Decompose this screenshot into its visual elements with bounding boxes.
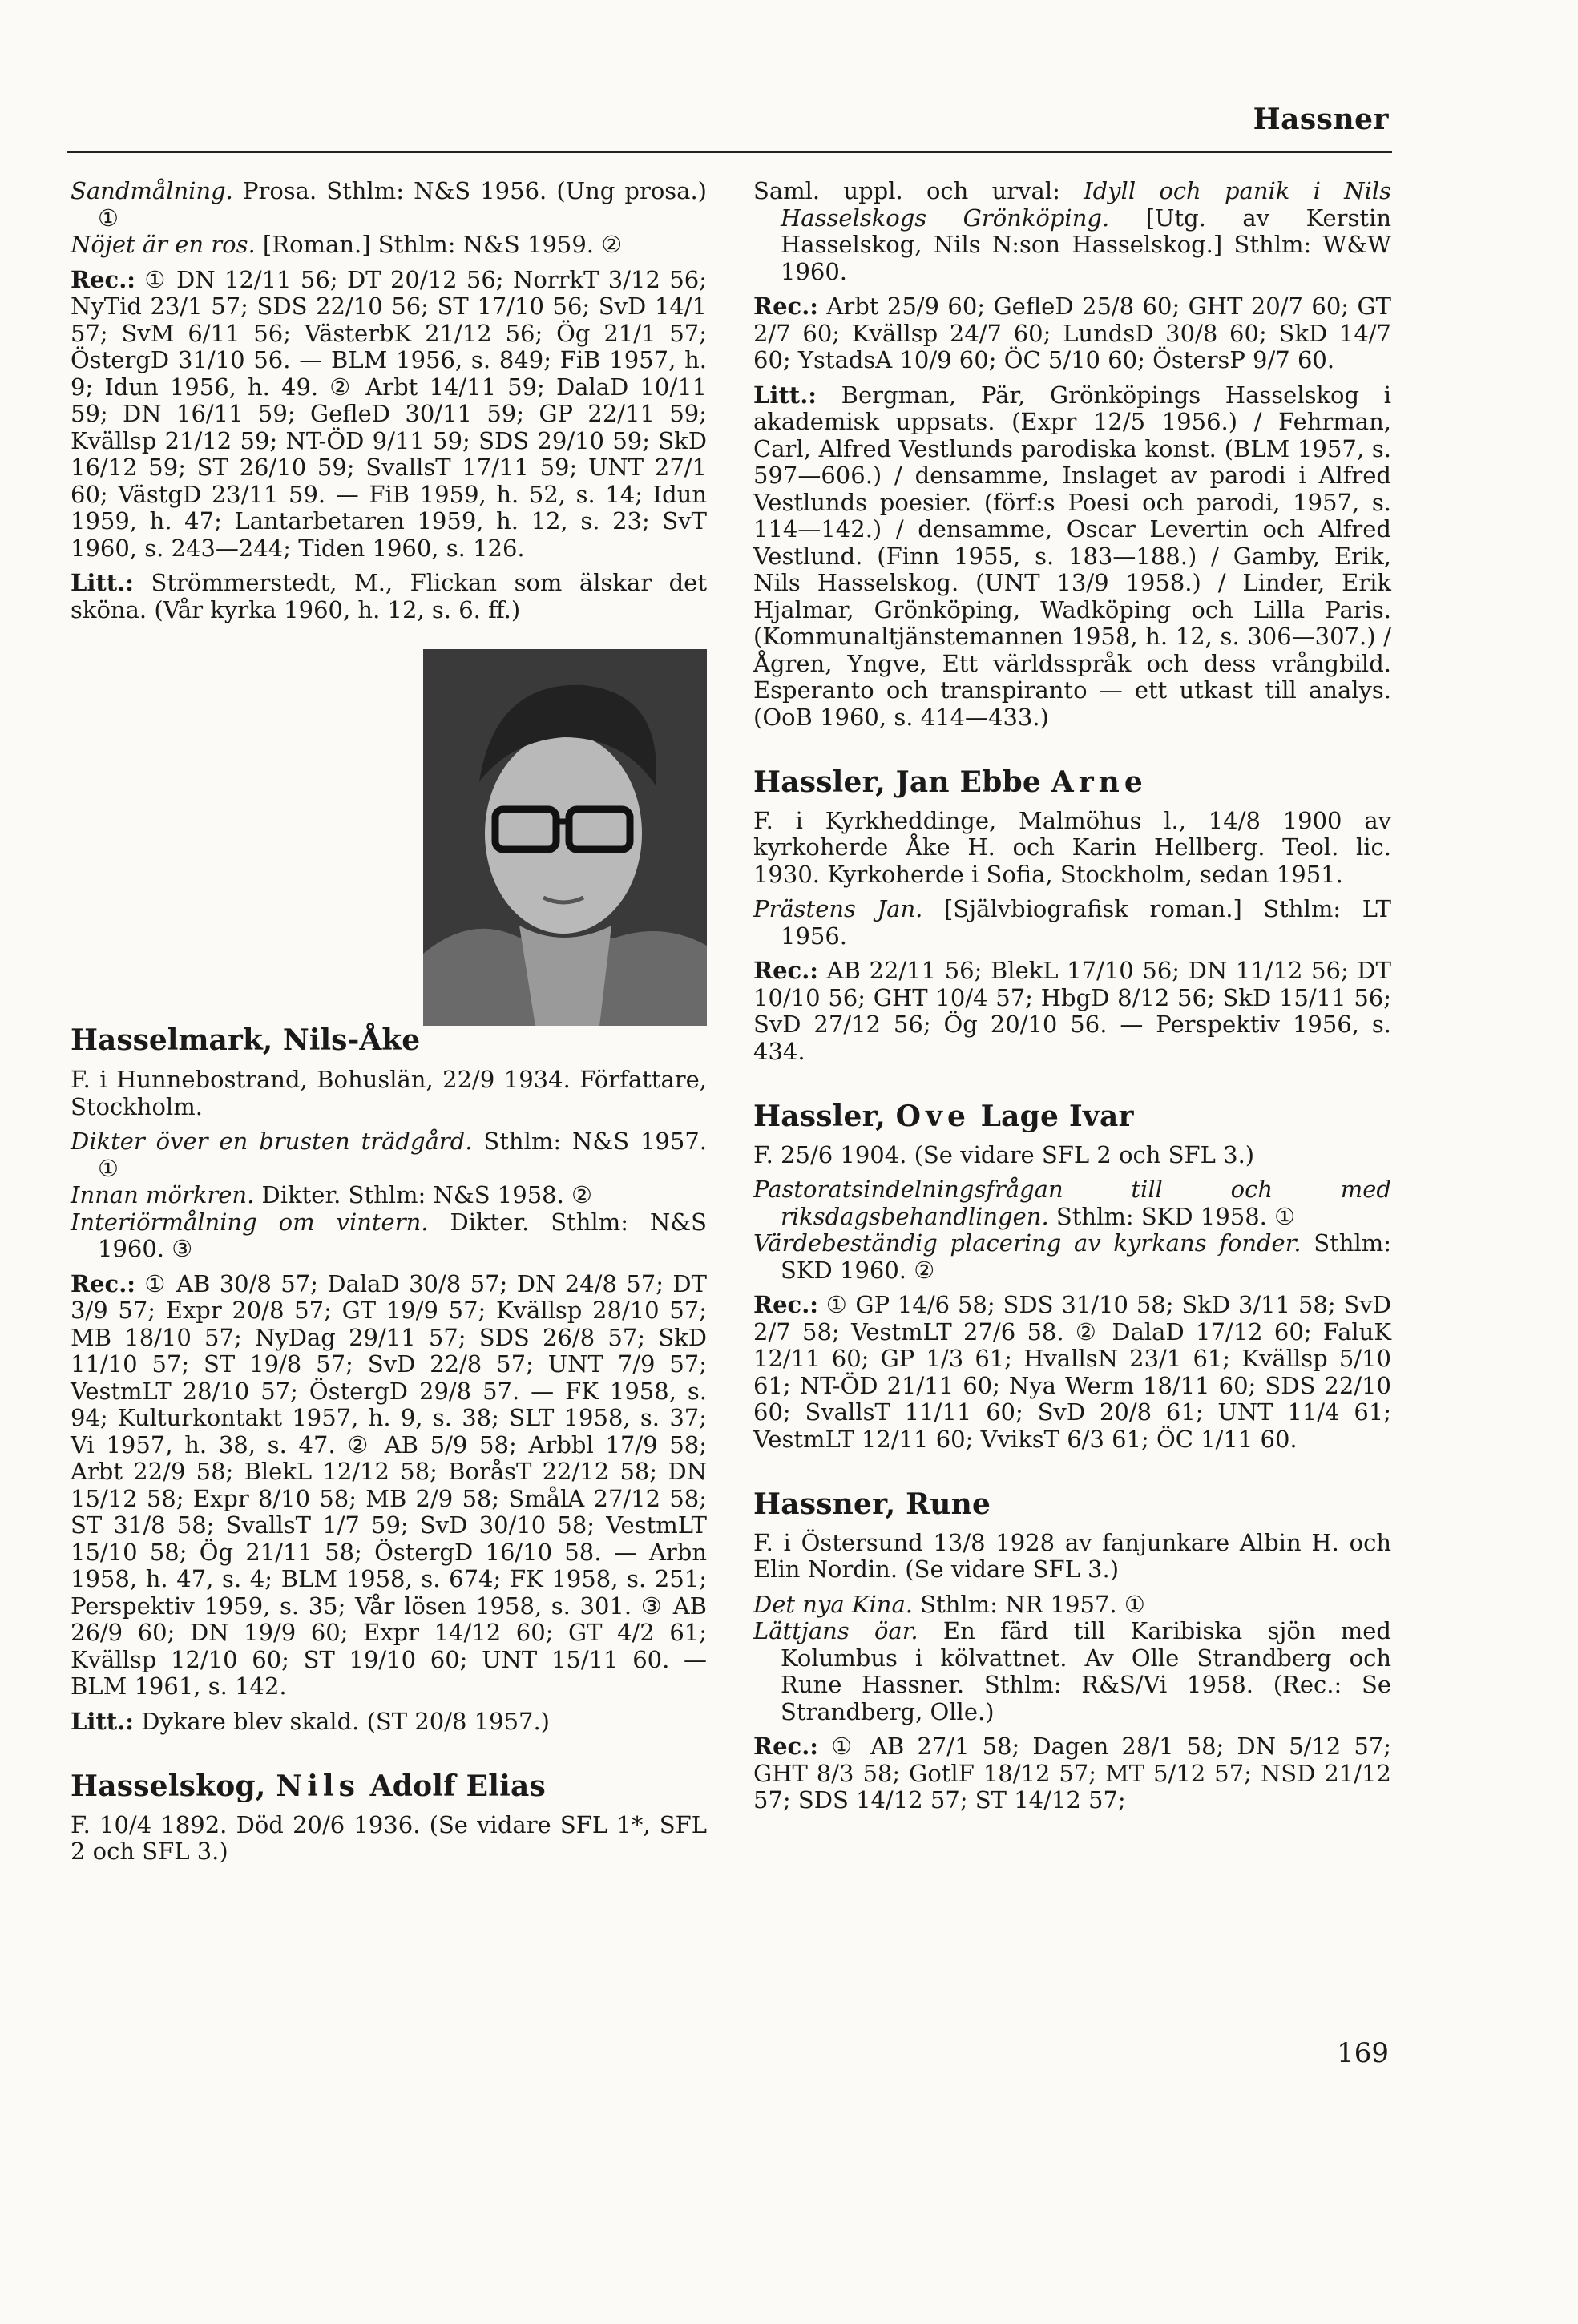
work-entry: Innan mörkren. Dikter. Sthlm: N&S 1958. ②	[71, 1181, 593, 1208]
entry-name: Hasselmark, Nils-Åke	[71, 1023, 421, 1057]
work-entry: Nöjet är en ros. [Roman.] Sthlm: N&S 1959. ②	[71, 231, 623, 258]
entry-name: Hassner, Rune	[753, 1487, 991, 1521]
work-entry: Prästens Jan. [Självbiografisk roman.] Sthlm: LT 1956.	[753, 895, 1391, 950]
literature: Litt.: Strömmerstedt, M., Flickan som älskar det sköna. (Vår kyrka 1960, h. 12, s. 6. ff.)	[71, 569, 707, 623]
reviews: Rec.: Arbt 25/9 60; GefleD 25/8 60; GHT 20/7 60; GT 2/7 60; Kvällsp 24/7 60; LundsD 30/8 60; SkD 14/7 60; YstadsA 10/9 60; ÖC 5/10 60; ÖstersP 9/7 60.	[753, 293, 1391, 373]
entry-bio: F. 25/6 1904. (Se vidare SFL 2 och SFL 3.)	[753, 1140, 1255, 1168]
reviews: Rec.: ① GP 14/6 58; SDS 31/10 58; SkD 3/11 58; SvD 2/7 58; VestmLT 27/6 58. ② DalaD 17/12 60; FaluK 12/11 60; GP 1/3 61; HvallsN 23/1 61; Kvällsp 5/10 61; NT-ÖD 21/11 60; Nya Werm 18/11 60; SDS 22/10 60; SvallsT 11/11 60; SvD 20/8 61; UNT 11/4 61; VestmLT 12/11 60; VviksT 6/3 61; ÖC 1/11 60.	[753, 1291, 1391, 1453]
work-entry: Lättjans öar. En färd till Karibiska sjön med Kolumbus i kölvattnet. Av Olle Strandberg och Rune Hassner. Sthlm: R&S/Vi 1958. (Rec.: Se Strandberg, Olle.)	[753, 1617, 1391, 1725]
running-head: Hassner	[1253, 103, 1389, 136]
work-entry: Pastoratsindelningsfrågan till och med riksdagsbehandlingen. Sthlm: SKD 1958. ①	[753, 1176, 1391, 1230]
entry-name: Hassler, Jan Ebbe Arne	[753, 765, 1148, 799]
literature: Litt.: Bergman, Pär, Grönköpings Hasselskog i akademisk uppsats. (Expr 12/5 1956.) / Fehrman, Carl, Alfred Vestlunds parodiska konst. (BLM 1957, s. 597—606.) / densamme, Inslaget av parodi i Alfred Vestlunds poesier. (förf:s Poesi och parodi, 1957, s. 114—142.) / densamme, Oscar Levertin och Alfred Vestlund. (Finn 1955, s. 183—188.) / Gamby, Erik, Nils Hasselskog. (UNT 13/9 1958.) / Linder, Erik Hjalmar, Grönköping, Wadköping och Lilla Paris. (Kommunaltjänstemannen 1958, h. 12, s. 306—307.) / Ågren, Yngve, Ett världsspråk och dess vrångbild. Esperanto och transpiranto — ett utkast till analys. (OoB 1960, s. 414—433.)	[753, 381, 1391, 731]
reviews: Rec.: ① AB 27/1 58; Dagen 28/1 58; DN 5/12 57; GHT 8/3 58; GotlF 18/12 57; MT 5/12 57; NSD 21/12 57; SDS 14/12 57; ST 14/12 57;	[753, 1733, 1391, 1814]
reviews: Rec.: AB 22/11 56; BlekL 17/10 56; DN 11/12 56; DT 10/10 56; GHT 10/4 57; HbgD 8/12 56; SkD 15/11 56; SvD 27/12 56; Ög 20/10 56. — Perspektiv 1956, s. 434.	[753, 957, 1391, 1065]
header-rule	[67, 151, 1392, 153]
work-entry: Sandmålning. Prosa. Sthlm: N&S 1956. (Ung prosa.) ①	[71, 177, 707, 232]
work-entry: Dikter över en brusten trädgård. Sthlm: N&S 1957. ①	[71, 1128, 707, 1182]
entry-bio: F. i Hunnebostrand, Bohuslän, 22/9 1934. Författare, Stockholm.	[71, 1066, 707, 1120]
collected-works: Saml. uppl. och urval: Idyll och panik i Nils Hasselskogs Grönköping. [Utg. av Kerstin Hasselskog, Nils N:son Hasselskog.] Sthlm: W&W 1960.	[753, 177, 1392, 285]
entry-bio: F. i Kyrkheddinge, Malmöhus l., 14/8 1900 av kyrkoherde Åke H. och Karin Hellberg. Teol. lic. 1930. Kyrkoherde i Sofia, Stockholm, sedan 1951.	[753, 806, 1391, 888]
work-entry: Värdebeständig placering av kyrkans fonder. Sthlm: SKD 1960. ②	[753, 1229, 1391, 1284]
entry-name: Hasselskog, Nils Adolf Elias	[71, 1769, 546, 1803]
reviews: Rec.: ① DN 12/11 56; DT 20/12 56; NorrkT 3/12 56; NyTid 23/1 57; SDS 22/10 56; ST 17/10 56; SvD 14/1 57; SvM 6/11 56; VästerbK 21/12 56; Ög 21/1 57; ÖstergD 31/10 56. — BLM 1956, s. 849; FiB 1957, h. 9; Idun 1956, h. 49. ② Arbt 14/11 59; DalaD 10/11 59; DN 16/11 59; GefleD 30/11 59; GP 22/11 59; Kvällsp 21/12 59; NT-ÖD 9/11 59; SDS 29/10 59; SkD 16/12 59; ST 26/10 59; SvallsT 17/11 59; UNT 27/1 60; VästgD 23/11 59. — FiB 1959, h. 52, s. 14; Idun 1959, h. 47; Lantarbetaren 1959, h. 12, s. 23; SvT 1960, s. 243—244; Tiden 1960, s. 126.	[71, 265, 707, 562]
reviews: Rec.: ① AB 30/8 57; DalaD 30/8 57; DN 24/8 57; DT 3/9 57; Expr 20/8 57; GT 19/9 57; Kvällsp 28/10 57; MB 18/10 57; NyDag 29/11 57; SDS 26/8 57; SkD 11/10 57; ST 19/8 57; SvD 22/8 57; UNT 7/9 57; VestmLT 28/10 57; ÖstergD 29/8 57. — FK 1958, s. 94; Kulturkontakt 1957, h. 9, s. 38; SLT 1958, s. 37; Vi 1957, h. 38, s. 47. ② AB 5/9 58; Arbbl 17/9 58; Arbt 22/9 58; BlekL 12/12 58; BoråsT 22/12 58; DN 15/12 58; Expr 8/10 58; MB 2/9 58; SmålA 27/12 58; ST 31/8 58; SvallsT 1/7 59; SvD 30/10 58; VestmLT 15/10 58; Ög 21/11 58; ÖstergD 16/10 58. — Arbn 1958, h. 47, s. 4; BLM 1958, s. 674; FK 1958, s. 251; Perspektiv 1959, s. 35; Vår lösen 1958, s. 301. ③ AB 26/9 60; DN 19/9 60; Expr 14/12 60; GT 4/2 61; Kvällsp 12/10 60; ST 19/10 60; UNT 15/11 60. — BLM 1961, s. 142.	[71, 1269, 707, 1700]
work-entry: Det nya Kina. Sthlm: NR 1957. ①	[753, 1590, 1145, 1618]
entry-bio: F. i Östersund 13/8 1928 av fanjunkare Albin H. och Elin Nordin. (Se vidare SFL 3.)	[753, 1528, 1391, 1583]
entry-name: Hassler, Ove Lage Ivar	[753, 1099, 1134, 1133]
page-number: 169	[1337, 2037, 1389, 2069]
left-column	[71, 178, 707, 1866]
author-portrait	[423, 649, 707, 1026]
entry-bio: F. 10/4 1892. Död 20/6 1936. (Se vidare SFL 1*, SFL 2 och SFL 3.)	[71, 1810, 707, 1865]
literature: Litt.: Dykare blev skald. (ST 20/8 1957.)	[71, 1707, 550, 1735]
hasselmark-header	[71, 649, 707, 1057]
right-column	[753, 178, 1391, 1814]
work-entry: Interiörmålning om vintern. Dikter. Sthlm: N&S 1960. ③	[71, 1208, 707, 1262]
